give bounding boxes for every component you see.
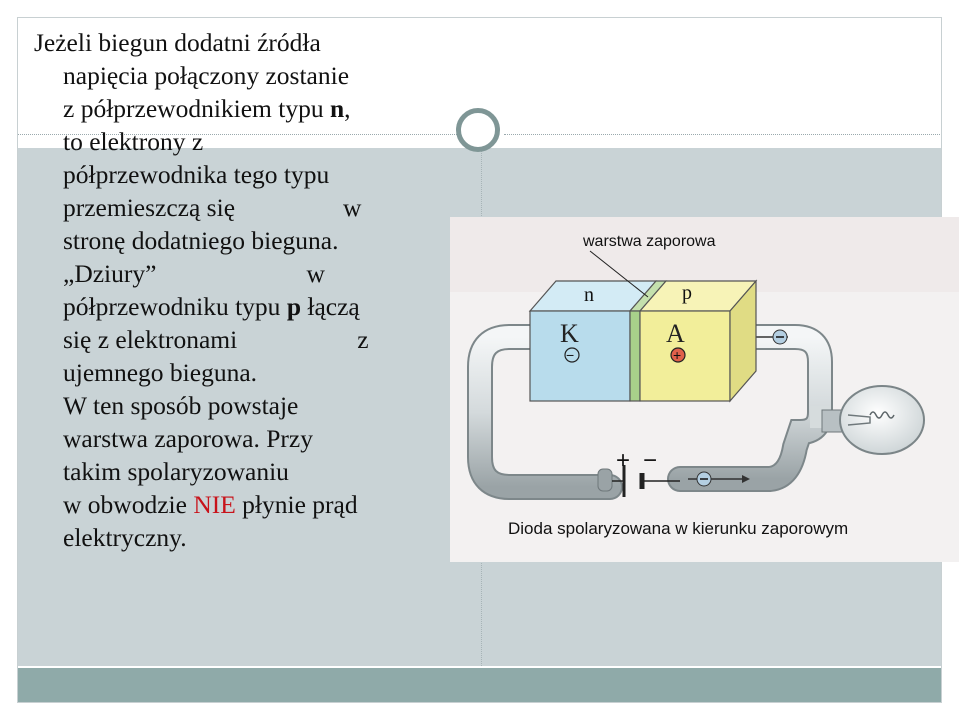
text-line: Jeżeli biegun dodatni źródła xyxy=(34,28,321,57)
text-line: półprzewodniku typu p łączą xyxy=(63,292,360,321)
decorative-ring-icon xyxy=(456,108,500,152)
battery-terminal-left xyxy=(598,469,612,491)
text-line: się z elektronami z xyxy=(63,325,369,354)
text-line: napięcia połączony zostanie xyxy=(63,61,350,90)
diagram-caption: Dioda spolaryzowana w kierunku zaporowym xyxy=(508,519,849,538)
battery-minus-sign: − xyxy=(643,447,658,474)
label-depletion-layer: warstwa zaporowa xyxy=(583,233,716,250)
n-block-front xyxy=(530,311,630,401)
label-p: p xyxy=(682,282,692,304)
text-line: takim spolaryzowaniu xyxy=(63,457,289,486)
text-line: ujemnego bieguna. xyxy=(63,358,258,387)
text-line: elektryczny. xyxy=(63,523,187,552)
label-k: K xyxy=(560,319,579,348)
junction-front xyxy=(630,311,640,401)
label-a: A xyxy=(666,319,685,348)
bold-p: p xyxy=(286,292,301,321)
battery-plus-sign: + xyxy=(616,447,631,474)
text-line: W ten sposób powstaje xyxy=(63,391,299,420)
text-line: półprzewodnika tego typu xyxy=(63,160,330,189)
diode-diagram-svg xyxy=(450,217,959,562)
cathode-sign: − xyxy=(566,347,575,363)
text-line: stronę dodatniego bieguna. xyxy=(63,226,339,255)
label-n: n xyxy=(584,284,594,306)
diode-diagram xyxy=(450,217,959,562)
text-line: w obwodzie NIE płynie prąd xyxy=(63,490,358,519)
text-line: „Dziury” w xyxy=(63,259,325,288)
text-line: przemieszczą się w xyxy=(63,193,362,222)
body-text xyxy=(34,26,454,554)
text-line: to elektrony z xyxy=(63,127,204,156)
bold-n: n xyxy=(329,94,345,123)
text-line: warstwa zaporowa. Przy xyxy=(63,424,313,453)
highlight-nie: NIE xyxy=(193,490,236,519)
text-line: z półprzewodnikiem typu n, xyxy=(63,94,351,123)
bulb-glass xyxy=(840,386,924,454)
anode-sign: + xyxy=(673,347,682,363)
